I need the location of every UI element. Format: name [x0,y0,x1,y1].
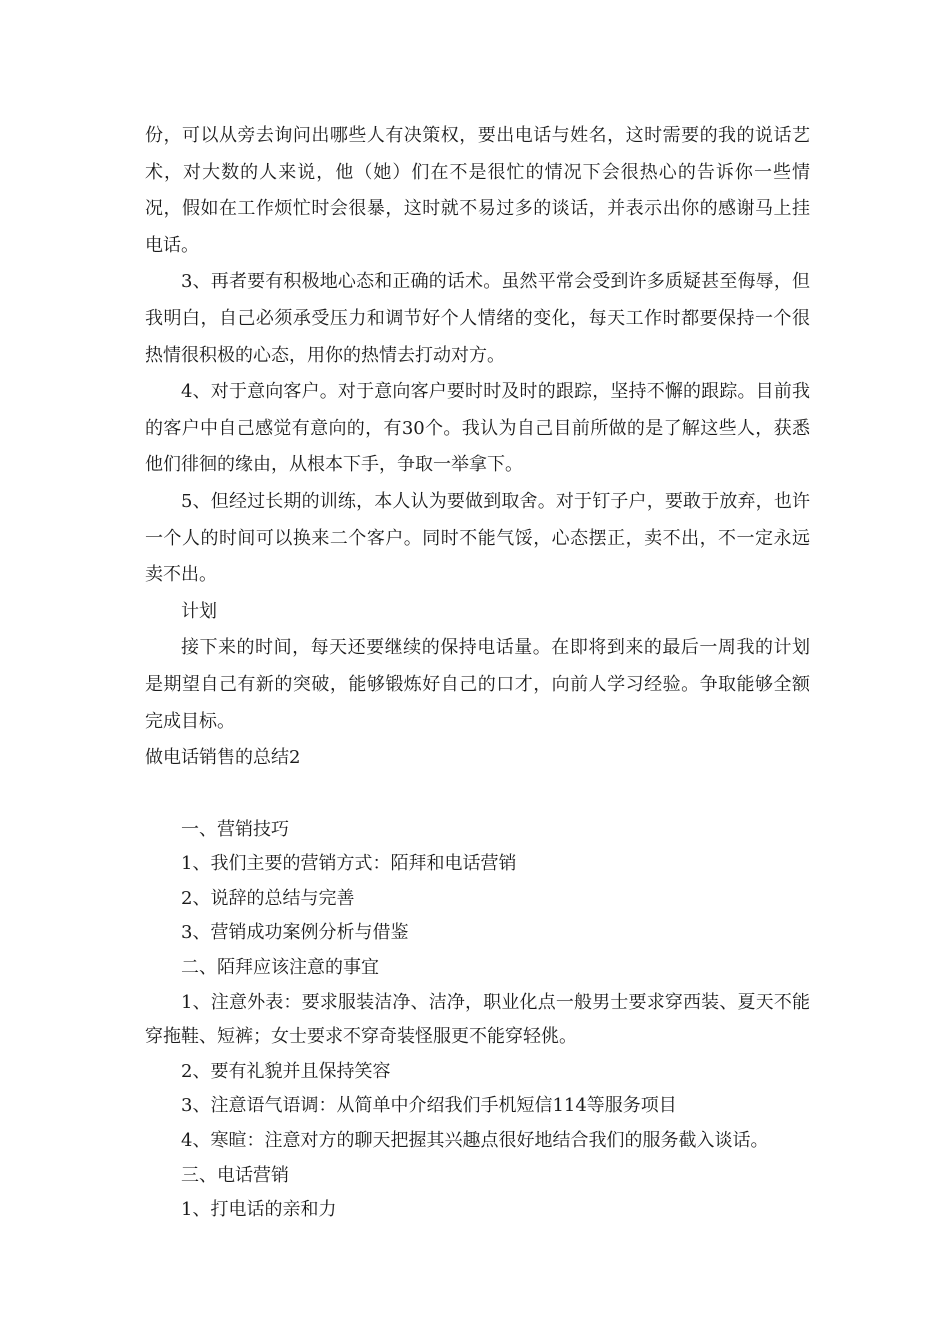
list-item-tone: 3、注意语气语调：从简单中介绍我们手机短信114等服务项目 [181,1095,677,1117]
list-item-phone-affinity: 1、打电话的亲和力 [181,1199,337,1221]
paragraph-point-4: 4、对于意向客户。对于意向客户要时时及时的跟踪，坚持不懈的跟踪。目前我的客户中自己感觉有意向的，有30个。我认为自己目前所做的是了解这些人，获悉他们徘徊的缘由，从根本下手，争取一举拿下。 [145,381,810,476]
spacer [145,777,810,813]
paragraph-plan: 接下来的时间，每天还要继续的保持电话量。在即将到来的最后一周我的计划是期望自己有新的突破，能够锻炼好自己的口才，向前人学习经验。争取能够全额完成目标。 [145,637,810,732]
list-item-case-analysis: 3、营销成功案例分析与借鉴 [181,922,409,944]
section-heading-phone-marketing: 三、电话营销 [181,1164,289,1186]
list-item-greeting: 4、寒暄：注意对方的聊天把握其兴趣点很好地结合我们的服务截入谈话。 [181,1130,769,1152]
list-item-script-summary: 2、说辞的总结与完善 [181,887,355,909]
document-body [145,118,810,1228]
list-item-politeness: 2、要有礼貌并且保持笑容 [181,1060,391,1082]
section-heading-marketing-skills: 一、营销技巧 [181,818,289,840]
list-item-marketing-method: 1、我们主要的营销方式：陌拜和电话营销 [181,853,517,875]
paragraph-point-5: 5、但经过长期的训练，本人认为要做到取舍。对于钉子户，要敢于放弃，也许一个人的时间可以换来二个客户。同时不能气馁，心态摆正，卖不出，不一定永远卖不出。 [145,490,810,586]
document-subtitle: 做电话销售的总结2 [145,747,301,769]
section-heading-visit-notes: 二、陌拜应该注意的事宜 [181,957,379,979]
list-item-appearance: 1、注意外表：要求服装洁净、洁净，职业化点一般男士要求穿西装、夏天不能穿拖鞋、短裤；女士要求不穿奇装怪服更不能穿轻佻。 [145,991,810,1048]
paragraph-point-3: 3、再者要有积极地心态和正确的话术。虽然平常会受到许多质疑甚至侮辱，但我明白，自己必须承受压力和调节好个人情绪的变化，每天工作时都要保持一个很热情很积极的心态，用你的热情去打动对方。 [145,271,810,366]
paragraph-continuation: 份，可以从旁去询问出哪些人有决策权，要出电话与姓名，这时需要的我的说话艺术，对大数的人来说，他（她）们在不是很忙的情况下会很热心的告诉你一些情况，假如在工作烦忙时会很暴，这时就不易过多的谈话，并表示出你的感谢马上挂电话。 [145,125,810,256]
section-heading-plan: 计划 [181,600,217,622]
